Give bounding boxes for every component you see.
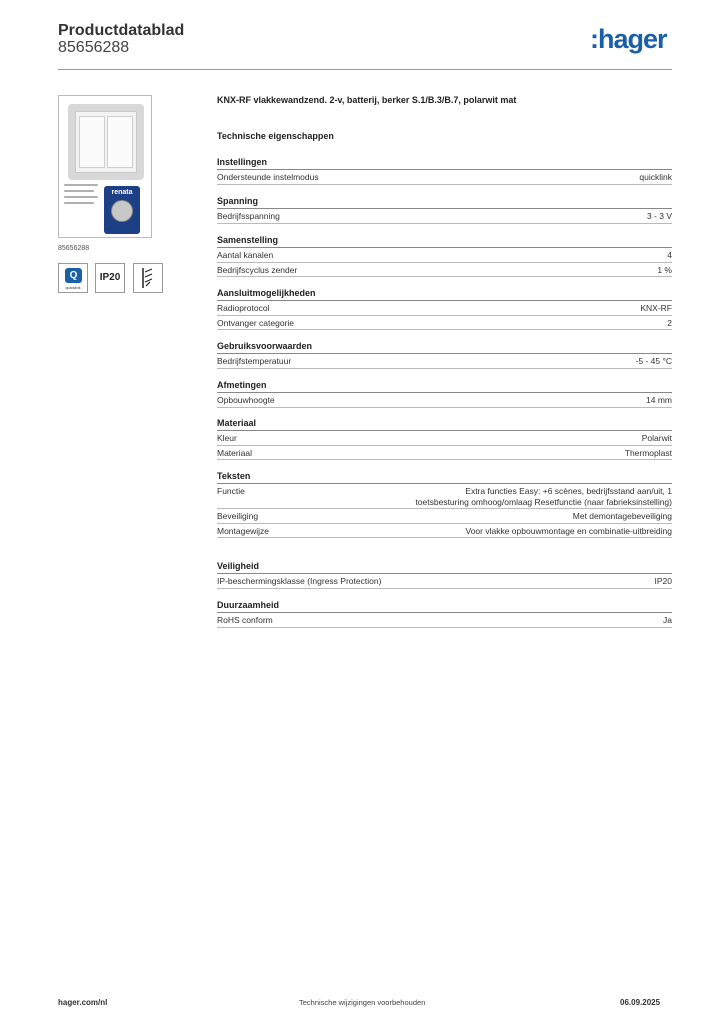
spec-value: 1 % — [657, 264, 672, 275]
spec-row — [217, 209, 672, 224]
coin-cell — [111, 200, 133, 222]
spec-value: Thermoplast — [624, 447, 672, 458]
spec-row — [217, 524, 672, 539]
spec-value: 2 — [667, 317, 672, 328]
product-image — [58, 95, 152, 238]
page-title: Productdatablad — [58, 22, 185, 39]
switch-frame-image — [68, 104, 144, 180]
spec-label: Bedrijfstemperatuur — [217, 356, 292, 366]
spec-value: Polarwit — [641, 433, 672, 443]
spec-row — [217, 509, 672, 524]
spec-value: 3 - 3 V — [646, 211, 672, 221]
battery-brand: renata — [111, 189, 133, 196]
section-materiaal — [217, 416, 672, 460]
screws-image — [64, 184, 100, 218]
spec-value: Extra functies Easy: +6 scènes, bedrijfsstand aan/uit, 1 toetsbesturing omhoog/omlaag Resetfunctie (naar fabrieksinstelling) — [415, 486, 672, 507]
image-caption: 85656288 — [58, 245, 90, 252]
section-heading: Aansluitmogelijkheden — [217, 286, 672, 301]
rocker-right — [107, 116, 133, 168]
product-number: 85656288 — [58, 39, 130, 56]
spec-label: Montagewijze — [217, 525, 269, 536]
spec-label: Opbouwhoogte — [217, 395, 275, 405]
spec-row — [217, 484, 672, 509]
section-heading: Duurzaamheid — [217, 598, 672, 613]
battery-image — [104, 186, 140, 234]
spec-row — [217, 301, 672, 316]
spec-value: Met demontagebeveiliging — [572, 511, 672, 521]
spec-row — [217, 354, 672, 369]
spec-row — [217, 316, 672, 331]
product-description: KNX-RF vlakkewandzend. 2-v, batterij, berker S.1/B.3/B.7, polarwit mat — [217, 95, 517, 105]
spec-row — [217, 574, 672, 589]
footer-disclaimer: Technische wijzigingen voorbehouden — [299, 998, 426, 1007]
hager-logo: :hager — [590, 24, 667, 54]
section-aansluitmogelijkheden — [217, 286, 672, 330]
section-heading: Instellingen — [217, 155, 672, 170]
spec-value: Voor vlakke opbouwmontage en combinatie-uitbreiding — [465, 525, 672, 536]
spec-value: IP20 — [654, 576, 672, 586]
spec-label: Kleur — [217, 433, 237, 443]
spec-label: Radioprotocol — [217, 303, 270, 313]
spec-label: Aantal kanalen — [217, 250, 274, 260]
section-afmetingen — [217, 378, 672, 408]
switch-plate — [75, 111, 137, 173]
section-teksten — [217, 469, 672, 538]
spec-label: Beveiliging — [217, 511, 259, 521]
quicklink-icon — [58, 263, 88, 293]
section-instellingen — [217, 155, 672, 185]
quicklink-sub: quicklink — [65, 285, 81, 290]
spec-value: -5 - 45 °C — [635, 356, 672, 366]
surface-mount-glyph — [134, 264, 162, 292]
spec-row — [217, 431, 672, 446]
spec-label: Bedrijfscyclus zender — [217, 264, 298, 275]
spec-value: Ja — [663, 615, 672, 625]
spec-label: Materiaal — [217, 447, 252, 458]
spec-value: 4 — [667, 250, 672, 260]
section-heading: Gebruiksvoorwaarden — [217, 339, 672, 354]
ip20-label: IP20 — [99, 272, 121, 283]
section-heading: Samenstelling — [217, 233, 672, 248]
spec-label: RoHS conform — [217, 615, 273, 625]
spec-row — [217, 613, 672, 628]
tech-properties-title: Technische eigenschappen — [217, 131, 334, 141]
spec-value: 14 mm — [646, 395, 672, 405]
section-samenstelling — [217, 233, 672, 277]
section-gebruiksvoorwaarden — [217, 339, 672, 369]
section-heading: Veiligheid — [217, 559, 672, 574]
footer-website-link[interactable]: hager.com/nl — [58, 998, 108, 1007]
surface-mount-icon — [133, 263, 163, 293]
section-spanning — [217, 194, 672, 224]
spec-value: quicklink — [639, 172, 672, 182]
footer-date: 06.09.2025 — [620, 998, 661, 1007]
header-divider — [58, 69, 672, 70]
section-heading: Teksten — [217, 469, 672, 484]
spec-row — [217, 248, 672, 263]
quicklink-q-mark: Q — [65, 268, 82, 283]
spec-label: IP-beschermingsklasse (Ingress Protection) — [217, 576, 382, 586]
spec-label: Ondersteunde instelmodus — [217, 172, 319, 182]
spec-label: Ontvanger categorie — [217, 317, 295, 328]
spec-label: Functie — [217, 486, 245, 496]
spec-row — [217, 393, 672, 408]
spec-row — [217, 170, 672, 185]
spec-label: Bedrijfsspanning — [217, 211, 280, 221]
section-veiligheid — [217, 559, 672, 589]
spec-row — [217, 263, 672, 278]
rocker-left — [79, 116, 105, 168]
section-duurzaamheid — [217, 598, 672, 628]
section-heading: Afmetingen — [217, 378, 672, 393]
ip20-icon — [95, 263, 125, 293]
section-heading: Materiaal — [217, 416, 672, 431]
section-heading: Spanning — [217, 194, 672, 209]
spec-row — [217, 446, 672, 461]
spec-value: KNX-RF — [640, 303, 672, 313]
